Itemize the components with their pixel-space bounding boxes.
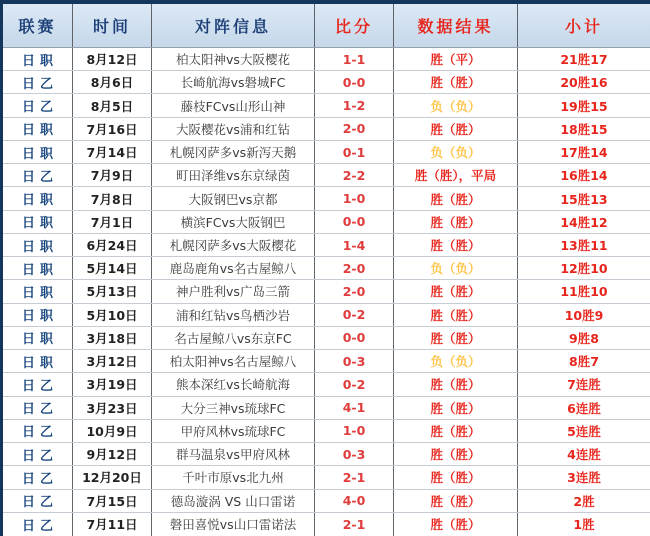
league-cell: 日职: [3, 327, 73, 349]
subtotal-cell: 14胜12: [560, 214, 608, 230]
date-cell: 7月14日: [73, 141, 152, 163]
result-cell: 负（负）: [394, 350, 518, 372]
match-cell: 札幌冈萨多vs大阪樱花: [152, 234, 315, 256]
date-cell: 12月20日: [73, 466, 152, 488]
match-cell: 柏太阳神vs名古屋鲸八: [152, 350, 315, 372]
date-cell: 8月12日: [73, 48, 152, 70]
score-cell: 4-0: [315, 490, 394, 512]
table-row: [3, 420, 650, 443]
match-cell: 德岛漩涡 VS 山口雷诺: [152, 490, 315, 512]
subtotal-cell: 1胜: [573, 517, 595, 533]
score-cell: 0-1: [315, 141, 394, 163]
date-cell: 5月13日: [73, 280, 152, 302]
table-row: [3, 118, 650, 141]
date-cell: 7月9日: [73, 164, 152, 186]
score-cell: 2-1: [315, 466, 394, 488]
subtotal-cell: 7连胜: [567, 377, 601, 393]
result-cell: 胜（胜）: [394, 211, 518, 233]
match-cell: 鹿岛鹿角vs名古屋鲸八: [152, 257, 315, 279]
subtotal-cell: 2胜: [573, 493, 595, 509]
match-cell: 柏太阳神vs大阪樱花: [152, 48, 315, 70]
date-cell: 3月23日: [73, 397, 152, 419]
table-row: [3, 234, 650, 257]
date-cell: 3月18日: [73, 327, 152, 349]
date-cell: 7月1日: [73, 211, 152, 233]
header-match-info: 对阵信息: [152, 4, 315, 47]
match-cell: 町田泽维vs东京绿茵: [152, 164, 315, 186]
date-cell: 10月9日: [73, 420, 152, 442]
date-cell: 7月11日: [73, 513, 152, 536]
league-cell: 日乙: [3, 164, 73, 186]
result-cell: 胜（平）: [394, 48, 518, 70]
score-cell: 2-2: [315, 164, 394, 186]
league-cell: 日乙: [3, 466, 73, 488]
subtotal-cell: 3连胜: [567, 470, 601, 486]
result-cell: 胜（胜）: [394, 373, 518, 395]
date-cell: 8月5日: [73, 94, 152, 116]
subtotal-cell: 4连胜: [567, 447, 601, 463]
table-row: [3, 187, 650, 210]
subtotal-cell: 9胜8: [569, 330, 599, 346]
match-cell: 神户胜利vs广岛三箭: [152, 280, 315, 302]
league-cell: 日职: [3, 141, 73, 163]
league-cell: 日职: [3, 234, 73, 256]
table-row: [3, 141, 650, 164]
score-cell: 2-0: [315, 118, 394, 140]
result-cell: 胜（胜）: [394, 397, 518, 419]
table-row: [3, 280, 650, 303]
score-cell: 4-1: [315, 397, 394, 419]
result-cell: 胜（胜）: [394, 280, 518, 302]
league-cell: 日乙: [3, 71, 73, 93]
subtotal-cell: 15胜13: [560, 191, 608, 207]
result-cell: 胜（胜）: [394, 513, 518, 536]
score-cell: 0-2: [315, 304, 394, 326]
date-cell: 9月12日: [73, 443, 152, 465]
date-cell: 3月19日: [73, 373, 152, 395]
subtotal-cell: 13胜11: [560, 238, 608, 254]
match-cell: 磐田喜悦vs山口雷诺法: [152, 513, 315, 536]
result-cell: 胜（胜），平局: [394, 164, 518, 186]
match-cell: 浦和红钻vs鸟栖沙岩: [152, 304, 315, 326]
match-cell: 甲府风林vs琉球FC: [152, 420, 315, 442]
subtotal-cell: 17胜14: [560, 145, 608, 161]
league-cell: 日职: [3, 211, 73, 233]
score-cell: 2-0: [315, 257, 394, 279]
date-cell: 5月14日: [73, 257, 152, 279]
score-cell: 1-2: [315, 94, 394, 116]
table-row: [3, 397, 650, 420]
league-cell: 日职: [3, 350, 73, 372]
date-cell: 7月16日: [73, 118, 152, 140]
table-row: [3, 350, 650, 373]
subtotal-cell: 10胜9: [564, 307, 604, 323]
subtotal-cell: 18胜15: [560, 121, 608, 137]
match-cell: 名古屋鲸八vs东京FC: [152, 327, 315, 349]
header-time: 时间: [73, 4, 152, 47]
result-cell: 胜（胜）: [394, 490, 518, 512]
result-cell: 胜（胜）: [394, 71, 518, 93]
score-cell: 1-0: [315, 187, 394, 209]
table-row: [3, 373, 650, 396]
score-cell: 0-0: [315, 211, 394, 233]
result-cell: 负（负）: [394, 141, 518, 163]
subtotal-cell: 11胜10: [560, 284, 608, 300]
table-row: [3, 257, 650, 280]
table-row: [3, 466, 650, 489]
result-cell: 胜（胜）: [394, 466, 518, 488]
date-cell: 6月24日: [73, 234, 152, 256]
table-row: [3, 304, 650, 327]
league-cell: 日乙: [3, 94, 73, 116]
score-cell: 0-0: [315, 327, 394, 349]
league-cell: 日职: [3, 48, 73, 70]
table-row: [3, 94, 650, 117]
score-cell: 0-2: [315, 373, 394, 395]
score-cell: 0-3: [315, 350, 394, 372]
score-cell: 2-1: [315, 513, 394, 536]
league-cell: 日职: [3, 280, 73, 302]
match-cell: 札幌冈萨多vs新泻天鹅: [152, 141, 315, 163]
header-league: 联赛: [3, 4, 73, 47]
result-cell: 胜（胜）: [394, 420, 518, 442]
match-cell: 群马温泉vs甲府风林: [152, 443, 315, 465]
subtotal-cell: 20胜16: [560, 75, 608, 91]
result-cell: 负（负）: [394, 257, 518, 279]
result-cell: 胜（胜）: [394, 234, 518, 256]
match-cell: 横滨FCvs大阪钢巴: [152, 211, 315, 233]
league-cell: 日乙: [3, 490, 73, 512]
league-cell: 日职: [3, 257, 73, 279]
league-cell: 日乙: [3, 420, 73, 442]
table-body: [3, 48, 650, 536]
date-cell: 8月6日: [73, 71, 152, 93]
match-cell: 大分三神vs琉球FC: [152, 397, 315, 419]
table-row: [3, 211, 650, 234]
score-cell: 1-1: [315, 48, 394, 70]
header-subtotal: 小计: [564, 17, 603, 36]
date-cell: 3月12日: [73, 350, 152, 372]
result-cell: 胜（胜）: [394, 443, 518, 465]
subtotal-cell: 5连胜: [567, 423, 601, 439]
table-row: [3, 48, 650, 71]
result-cell: 胜（胜）: [394, 187, 518, 209]
match-cell: 熊本深红vs长崎航海: [152, 373, 315, 395]
score-cell: 1-0: [315, 420, 394, 442]
league-cell: 日职: [3, 118, 73, 140]
table-row: [3, 164, 650, 187]
score-cell: 1-4: [315, 234, 394, 256]
subtotal-cell: 12胜10: [560, 261, 608, 277]
table-row: [3, 71, 650, 94]
match-cell: 长崎航海vs磐城FC: [152, 71, 315, 93]
result-cell: 负（负）: [394, 94, 518, 116]
table-header-row: [3, 4, 650, 48]
league-cell: 日职: [3, 304, 73, 326]
subtotal-cell: 8胜7: [569, 354, 599, 370]
result-cell: 胜（胜）: [394, 327, 518, 349]
league-cell: 日乙: [3, 443, 73, 465]
result-cell: 胜（胜）: [394, 118, 518, 140]
score-cell: 0-0: [315, 71, 394, 93]
result-cell: 胜（胜）: [394, 304, 518, 326]
subtotal-cell: 16胜14: [560, 168, 608, 184]
match-cell: 藤枝FCvs山形山神: [152, 94, 315, 116]
header-score: 比分: [315, 4, 394, 47]
league-cell: 日乙: [3, 397, 73, 419]
subtotal-cell: 19胜15: [560, 98, 608, 114]
table-row: [3, 443, 650, 466]
league-cell: 日乙: [3, 513, 73, 536]
table-row: [3, 513, 650, 536]
subtotal-cell: 21胜17: [560, 52, 608, 68]
match-cell: 大阪钢巴vs京都: [152, 187, 315, 209]
date-cell: 7月15日: [73, 490, 152, 512]
table-row: [3, 327, 650, 350]
score-cell: 0-3: [315, 443, 394, 465]
date-cell: 5月10日: [73, 304, 152, 326]
header-data-result: 数据结果: [394, 4, 518, 47]
subtotal-cell: 6连胜: [567, 400, 601, 416]
table-row: [3, 490, 650, 513]
match-cell: 大阪樱花vs浦和红钻: [152, 118, 315, 140]
league-cell: 日职: [3, 187, 73, 209]
date-cell: 7月8日: [73, 187, 152, 209]
score-cell: 2-0: [315, 280, 394, 302]
match-cell: 千叶市原vs北九州: [152, 466, 315, 488]
league-cell: 日乙: [3, 373, 73, 395]
